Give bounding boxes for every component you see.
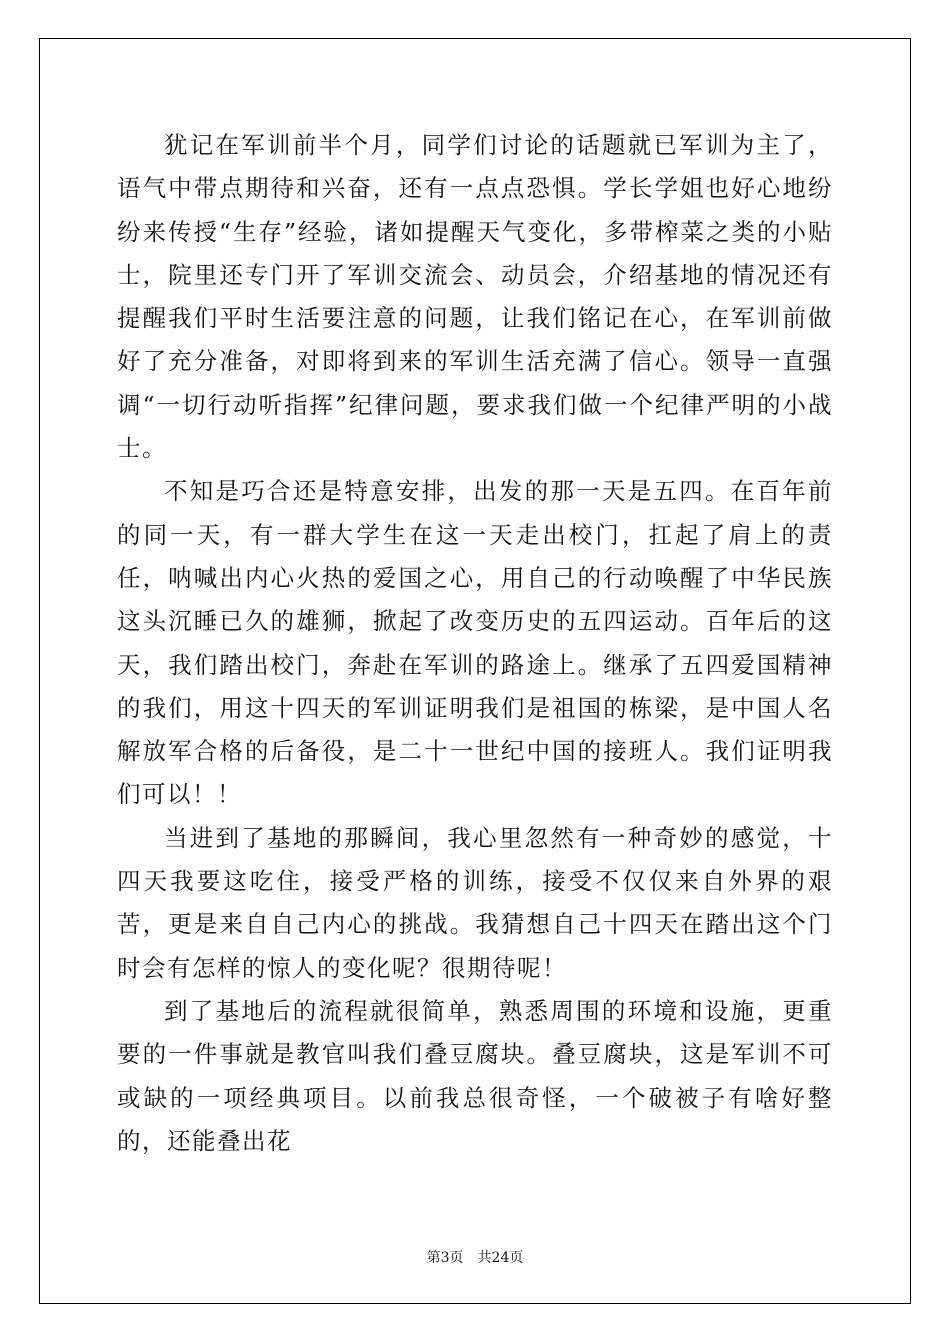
paragraph-4: 到了基地后的流程就很简单，熟悉周围的环境和设施，更重要的一件事就是教官叫我们叠豆腐块。叠豆腐块，这是军训不可或缺的一项经典项目。以前我总很奇怪，一个破被子有啥好整的，还能叠出花	[117, 996, 833, 1155]
paragraph-3: 当进到了基地的那瞬间，我心里忽然有一种奇妙的感觉，十四天我要这吃住，接受严格的训练，接受不仅仅来自外界的艰苦，更是来自自己内心的挑战。我猜想自己十四天在踏出这个门时会有怎样的惊人的变化呢？很期待呢！	[117, 823, 833, 982]
document-body	[117, 124, 833, 1163]
paragraph-1: 犹记在军训前半个月，同学们讨论的话题就已军训为主了，语气中带点期待和兴奋，还有一点点恐惧。学长学姐也好心地纷纷来传授“生存”经验，诸如提醒天气变化，多带榨菜之类的小贴士，院里还专门开了军训交流会、动员会，介绍基地的情况还有提醒我们平时生活要注意的问题，让我们铭记在心，在军训前做好了充分准备，对即将到来的军训生活充满了信心。领导一直强调“一切行动听指挥”纪律问题，要求我们做一个纪律严明的小战士。	[117, 131, 833, 463]
page-footer	[0, 1247, 950, 1267]
paragraph-2: 不知是巧合还是特意安排，出发的那一天是五四。在百年前的同一天，有一群大学生在这一天走出校门，扛起了肩上的责任，呐喊出内心火热的爱国之心，用自己的行动唤醒了中华民族这头沉睡已久的雄狮，掀起了改变历史的五四运动。百年后的这天，我们踏出校门，奔赴在军训的路途上。继承了五四爱国精神的我们，用这十四天的军训证明我们是祖国的栋梁，是中国人名解放军合格的后备役，是二十一世纪中国的接班人。我们证明我们可以！！	[117, 477, 833, 809]
page-number: 第3页	[426, 1250, 464, 1266]
page-total: 共24页	[477, 1250, 524, 1266]
